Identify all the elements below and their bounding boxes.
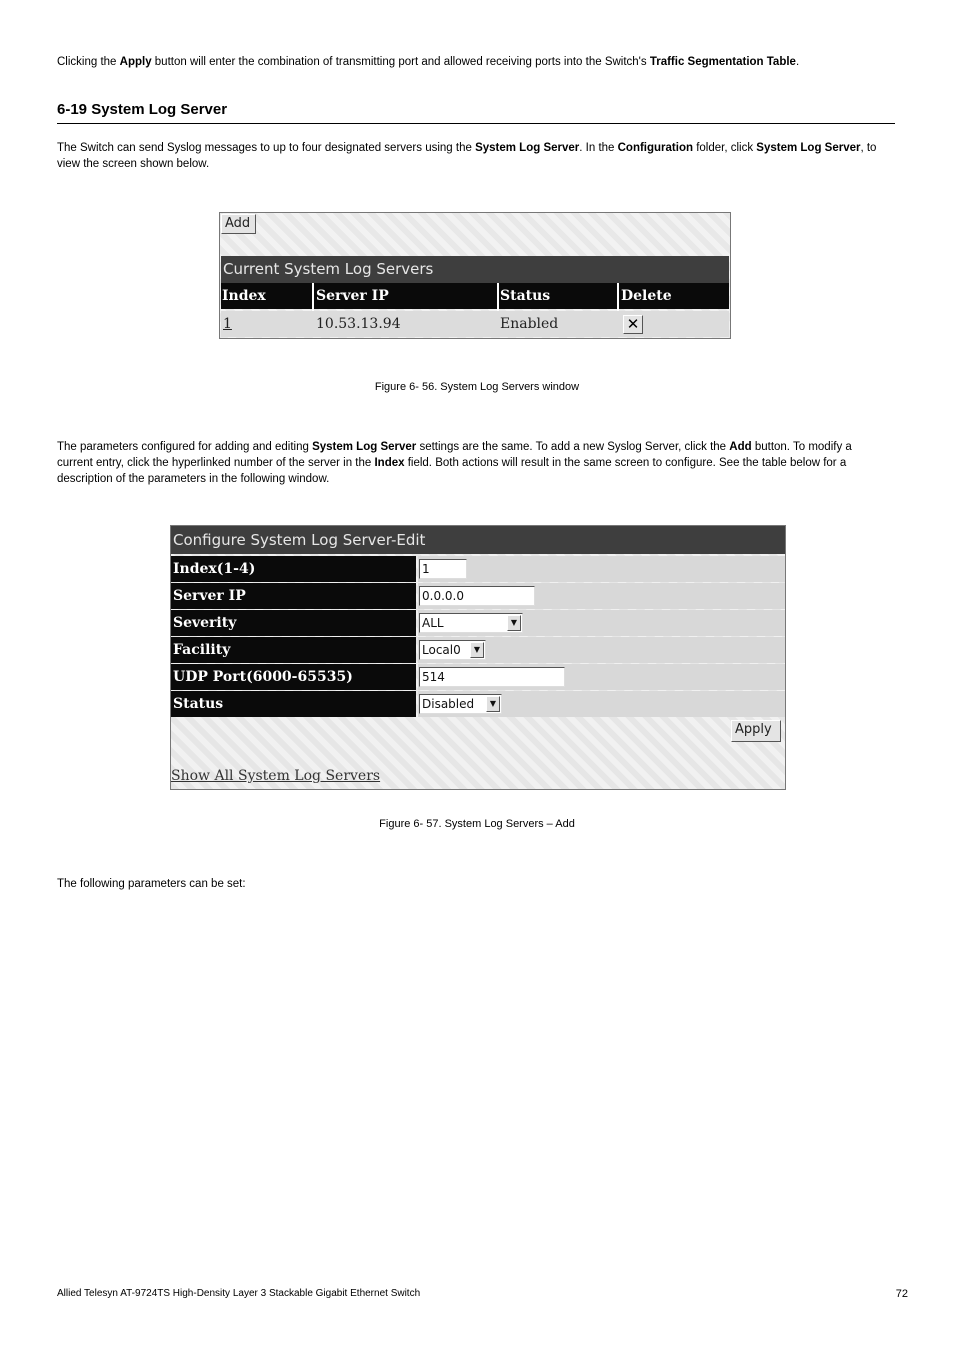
intro-paragraph: Clicking the Apply button will enter the combination of transmitting port and allowed receiving ports into the Switch's Traffic Segmentation Table.	[57, 56, 800, 68]
row-facility	[171, 637, 785, 663]
udp-port-label: UDP Port(6000-65535)	[171, 664, 416, 690]
index-input[interactable]: 1	[419, 559, 467, 579]
section-paragraph: The Switch can send Syslog messages to up to four designated servers using the System Log Server. In the Configuration folder, click System Log Server, to view the screen shown below.	[57, 142, 877, 170]
system-log-servers-screenshot	[219, 212, 731, 339]
facility-label: Facility	[171, 637, 416, 663]
figure-caption: Figure 6- 56. System Log Servers window	[374, 381, 580, 393]
table-row	[221, 311, 729, 337]
page-number: 72	[895, 1288, 908, 1300]
following-parameters-text: The following parameters can be set:	[57, 878, 246, 890]
facility-select[interactable]: Local0 ▼	[419, 640, 486, 660]
column-index: Index	[222, 288, 266, 304]
figure-caption: Figure 6- 57. System Log Servers – Add	[379, 818, 575, 830]
table-header	[221, 283, 729, 309]
row-index	[171, 556, 785, 582]
row-server-ip	[171, 583, 785, 609]
row-severity	[171, 610, 785, 636]
delete-icon[interactable]: ✕	[623, 315, 643, 334]
server-ip-label: Server IP	[171, 583, 416, 609]
chevron-down-icon: ▼	[486, 696, 500, 712]
severity-label: Severity	[171, 610, 416, 636]
configure-title: Configure System Log Server-Edit	[171, 526, 785, 554]
severity-select[interactable]: ALL ▼	[419, 613, 523, 633]
show-all-servers-link[interactable]: Show All System Log Servers	[171, 768, 381, 784]
add-button[interactable]: Add	[221, 214, 256, 234]
udp-port-input[interactable]: 514	[419, 667, 565, 687]
parameters-paragraph: The parameters configured for adding and editing System Log Server settings are the same. To add a new Syslog Server, click the Add button. To modify a current entry, click the hyperlinked number of the server in the Index field. Both actions will result in the same screen to configure. See the table below for a description of the parameters in the following window.	[57, 441, 852, 485]
index-label: Index(1-4)	[171, 556, 416, 582]
chevron-down-icon: ▼	[470, 642, 484, 658]
index-link[interactable]: 1	[223, 316, 232, 332]
configure-log-server-screenshot	[170, 525, 786, 790]
apply-button[interactable]: Apply	[731, 720, 781, 742]
chevron-down-icon: ▼	[507, 615, 521, 631]
row-status	[171, 691, 785, 717]
server-ip-cell: 10.53.13.94	[316, 316, 401, 332]
section-title: 6-19 System Log Server	[57, 101, 895, 124]
column-status: Status	[500, 288, 551, 304]
server-ip-input[interactable]: 0.0.0.0	[419, 586, 535, 606]
row-udp-port	[171, 664, 785, 690]
footer-text: Allied Telesyn AT-9724TS High-Density Layer 3 Stackable Gigabit Ethernet Switch	[57, 1288, 421, 1299]
status-label: Status	[171, 691, 416, 717]
current-servers-title: Current System Log Servers	[221, 256, 729, 283]
status-select[interactable]: Disabled ▼	[419, 694, 502, 714]
column-server-ip: Server IP	[316, 288, 389, 304]
column-delete: Delete	[621, 288, 672, 304]
status-cell: Enabled	[500, 316, 559, 332]
